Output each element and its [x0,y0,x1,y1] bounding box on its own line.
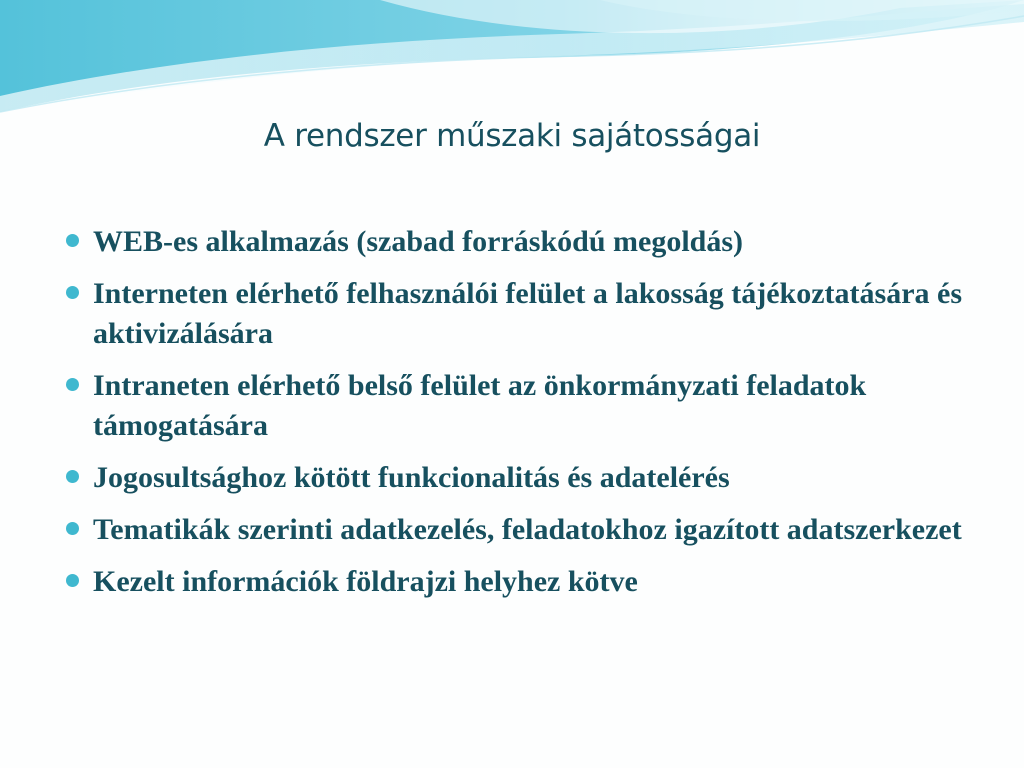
list-item-text: Tematikák szerinti adatkezelés, feladatokhoz igazított adatszerkezet [93,513,962,546]
slide-title: A rendszer műszaki sajátosságai [263,118,761,154]
bullet-list [66,222,996,614]
bullet-icon [66,286,79,299]
bullet-icon [66,234,79,247]
bullet-icon [66,378,79,391]
bullet-icon [66,574,79,587]
list-item-text: Intraneten elérhető belső felület az önkormányzati feladatok támogatására [93,369,867,442]
list-item-text: Jogosultsághoz kötött funkcionalitás és adatelérés [93,461,730,494]
list-item [66,274,996,354]
list-item-text: Kezelt információk földrajzi helyhez kötve [93,565,638,598]
list-item [66,222,996,262]
list-item [66,366,996,446]
list-item [66,562,996,602]
list-item [66,458,996,498]
list-item [66,510,996,550]
bullet-icon [66,470,79,483]
bullet-icon [66,522,79,535]
list-item-text: Interneten elérhető felhasználói felület a lakosság tájékoztatására és aktivizálására [93,277,963,350]
list-item-text: WEB-es alkalmazás (szabad forráskódú megoldás) [93,225,744,258]
